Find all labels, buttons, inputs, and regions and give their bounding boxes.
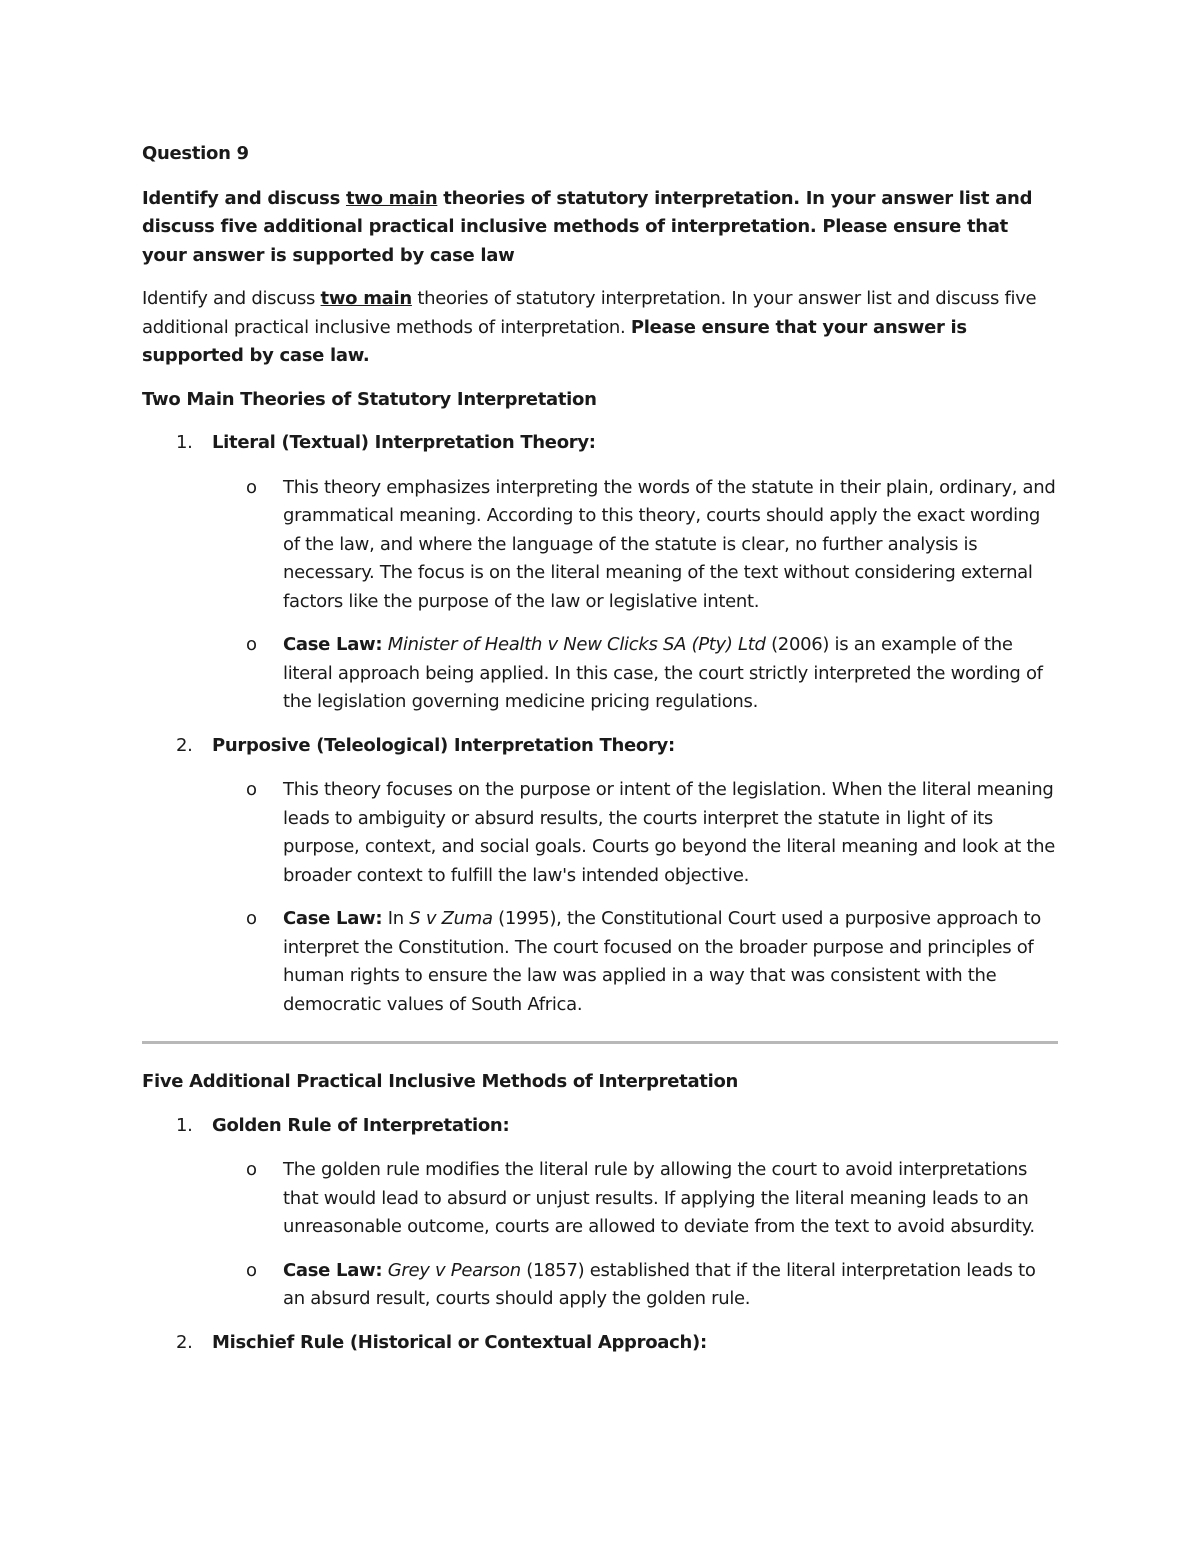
method-case-law [142,1257,1058,1314]
item-heading: Golden Rule of Interpretation: [212,1114,510,1136]
case-law-post: (2006) is an example of the literal approach being applied. In this case, the court strictly interpreted the wording of the legislation governing medicine pricing regulations. [283,634,1043,712]
item-number: 2. [176,734,193,756]
bullet-mark: o [246,1259,257,1281]
item-number: 1. [176,432,193,453]
item-heading: Purposive (Teleological) Interpretation Theory: [212,734,675,756]
case-name: Minister of Health v New Clicks SA (Pty) Ltd [387,634,766,655]
section-title-theories: Two Main Theories of Statutory Interpretation [142,388,597,410]
method-item-mischief-rule [142,1329,1058,1358]
horizontal-divider [142,1041,1058,1044]
theory-case-law [142,905,1058,1019]
prompt-text-2: theories of statutory interpretation. In your answer list and discuss five additional practical inclusive methods of interpretation. Please ensure that your answer is supported by case law [142,187,1033,266]
case-law-label: Case Law: [283,634,383,655]
bullet-mark: o [246,476,257,498]
method-description [142,1156,1058,1242]
prompt-underlined: two main [345,187,438,209]
bullet-mark: o [246,908,257,929]
document-page [142,140,1058,1373]
prompt-plain-underlined: two main [320,288,412,309]
description-text: This theory emphasizes interpreting the words of the statute in their plain, ordinary, and grammatical meaning. According to this theory, courts should apply the exact wording of the law, and where the language of the statute is clear, no further analysis is necessary. The focus is on the literal meaning of the text without considering external factors like the purpose of the law or legislative intent. [283,476,1056,612]
theory-description [142,474,1058,617]
question-prompt-bold [142,185,1058,271]
case-law-label: Case Law: [283,1259,383,1281]
case-law-post: (1995), the Constitutional Court used a purposive approach to interpret the Constitution. The court focused on the broader purpose and principles of human rights to ensure the law was applied in a way that was consistent with the democratic values of South Africa. [283,908,1041,1015]
case-law-pre: In [382,908,410,929]
item-number: 1. [176,1114,193,1136]
prompt-plain-bold-tail: Please ensure that your answer is supported by case law. [142,316,967,366]
bullet-mark: o [246,634,257,655]
theory-description [142,776,1058,890]
item-number: 2. [176,1331,193,1353]
case-law-post: (1857) established that if the literal interpretation leads to an absurd result, courts should apply the golden rule. [283,1259,1036,1309]
case-name: S v Zuma [409,908,493,929]
description-text: This theory focuses on the purpose or intent of the legislation. When the literal meaning leads to ambiguity or absurd results, the courts interpret the statute in light of its purpose, context, and social goals. Courts go beyond the literal meaning and look at the broader context to fulfill the law's intended objective. [283,779,1056,886]
question-title: Question 9 [142,143,249,164]
prompt-plain-text-1: Identify and discuss [142,288,321,309]
theory-case-law [142,631,1058,717]
theory-item-literal [142,429,1058,458]
bullet-mark: o [246,779,257,800]
case-name: Grey v Pearson [387,1259,521,1281]
section-title-methods: Five Additional Practical Inclusive Methods of Interpretation [142,1071,739,1092]
prompt-text-1: Identify and discuss [142,187,346,209]
bullet-mark: o [246,1159,257,1180]
theory-item-purposive [142,732,1058,761]
item-heading: Literal (Textual) Interpretation Theory: [212,432,596,453]
question-prompt-plain [142,285,1058,371]
method-item-golden-rule [142,1112,1058,1141]
item-heading: Mischief Rule (Historical or Contextual Approach): [212,1331,707,1353]
case-law-label: Case Law: [283,908,383,929]
prompt-plain-text-2: theories of statutory interpretation. In your answer list and discuss five additional practical inclusive methods of interpretation. [142,288,1037,338]
description-text: The golden rule modifies the literal rule by allowing the court to avoid interpretations that would lead to absurd or unjust results. If applying the literal meaning leads to an unreasonable outcome, courts are allowed to deviate from the text to avoid absurdity. [283,1159,1035,1237]
